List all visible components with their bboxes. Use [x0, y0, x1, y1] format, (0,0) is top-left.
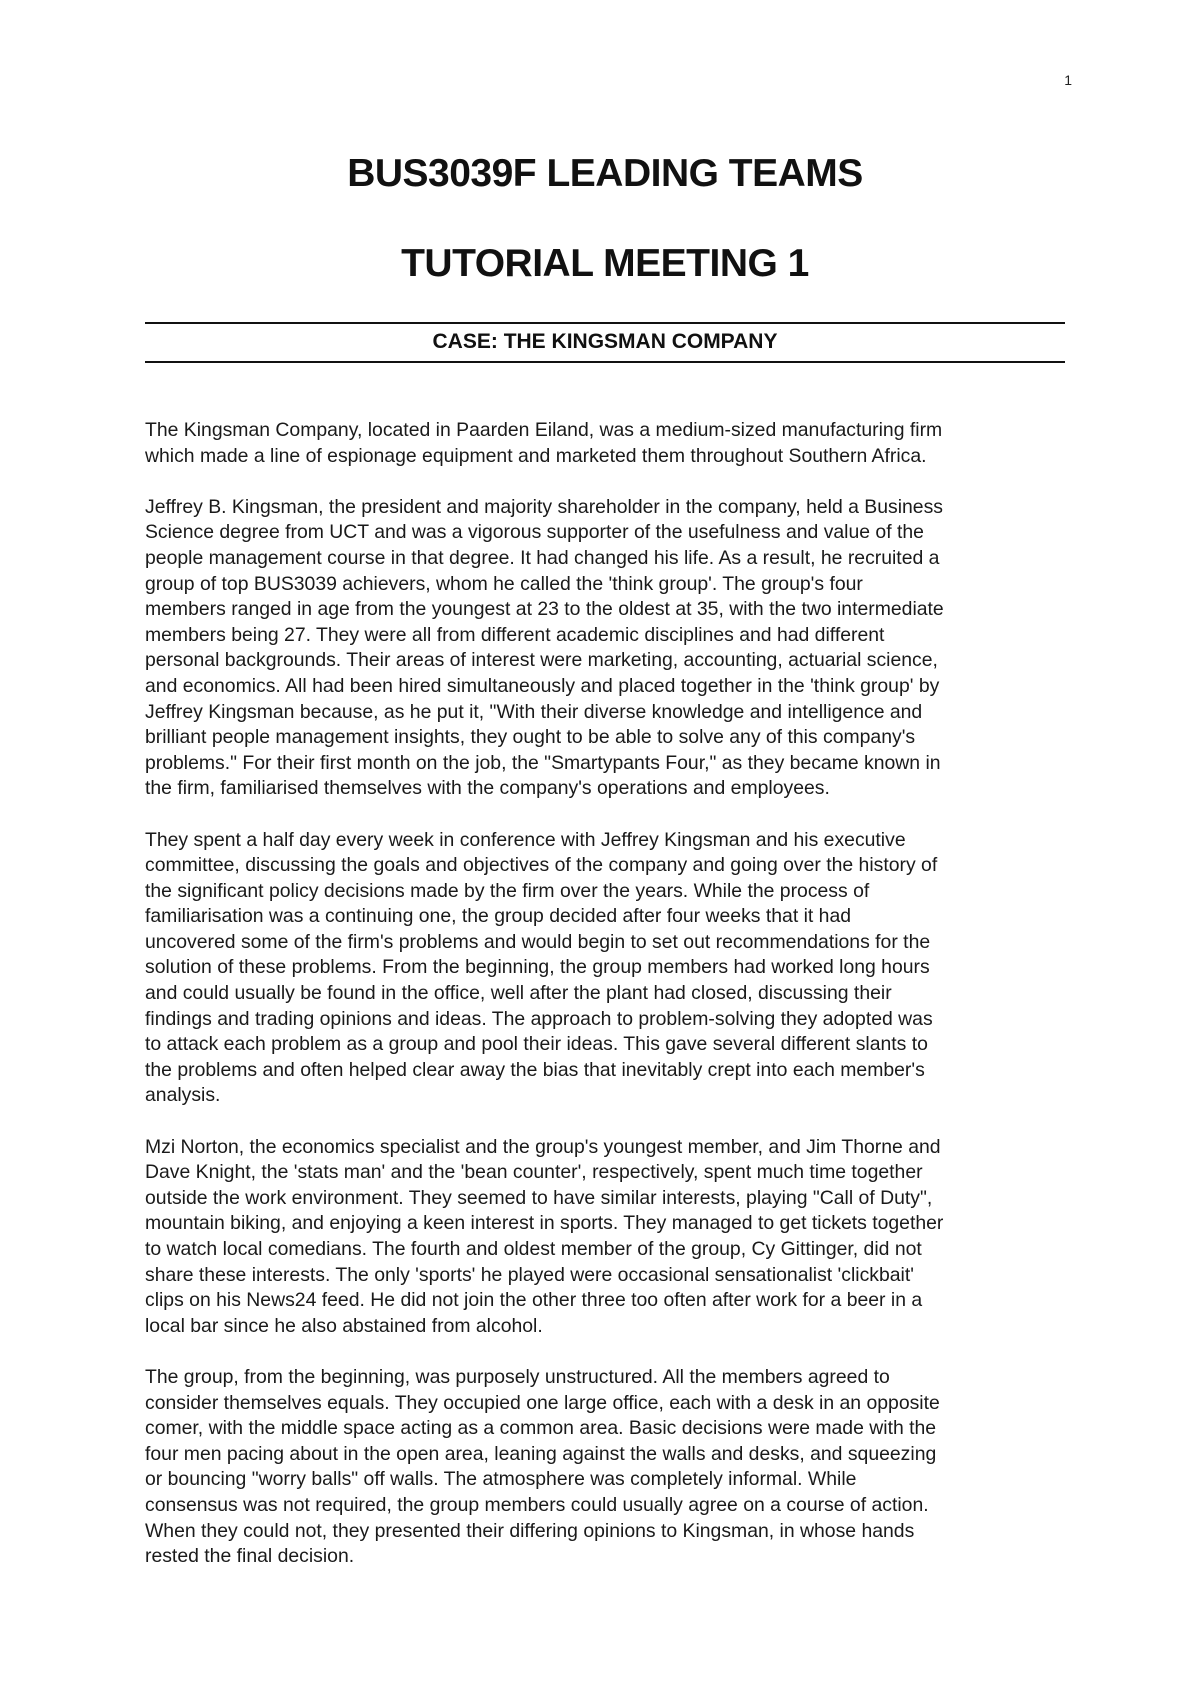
- paragraph-conference: [145, 828, 1065, 1110]
- text-line: people management course in that degree. It had changed his life. As a result, he recruited a: [145, 546, 940, 569]
- text-line: comer, with the middle space acting as a common area. Basic decisions were made with the: [145, 1417, 937, 1440]
- heading-top-rule: [145, 322, 1065, 324]
- text-line: personal backgrounds. Their areas of interest were marketing, accounting, actuarial science,: [145, 649, 938, 672]
- paragraph-members: [145, 1135, 1065, 1340]
- text-line: outside the work environment. They seemed to have similar interests, playing "Call of Duty",: [145, 1186, 933, 1209]
- text-line: The Kingsman Company, located in Paarden Eiland, was a medium-sized manufacturing firm: [145, 419, 943, 441]
- text-line: problems." For their first month on the job, the "Smartypants Four," as they became known in: [145, 751, 941, 774]
- paragraph-intro: [145, 418, 1065, 469]
- text-line: the significant policy decisions made by the firm over the years. While the process of: [145, 879, 870, 902]
- text-line: consensus was not required, the group members could usually agree on a course of action.: [145, 1493, 929, 1516]
- text-line: rested the final decision.: [145, 1545, 355, 1568]
- text-line: Jeffrey B. Kingsman, the president and majority shareholder in the company, held a Business: [145, 495, 943, 518]
- text-line: Dave Knight, the 'stats man' and the 'bean counter', respectively, spent much time together: [145, 1161, 923, 1184]
- text-line: clips on his News24 feed. He did not join the other three too often after work for a beer in a: [145, 1289, 923, 1312]
- text-line: group of top BUS3039 achievers, whom he called the 'think group'. The group's four: [145, 572, 863, 595]
- case-heading: CASE: THE KINGSMAN COMPANY: [432, 330, 778, 353]
- text-line: They spent a half day every week in conference with Jeffrey Kingsman and his executive: [145, 828, 906, 851]
- text-line: committee, discussing the goals and objectives of the company and going over the history of: [145, 854, 938, 877]
- page-number: 1: [1064, 72, 1072, 88]
- text-line: to watch local comedians. The fourth and oldest member of the group, Cy Gittinger, did not: [145, 1238, 922, 1260]
- text-line: When they could not, they presented their differing opinions to Kingsman, in whose hands: [145, 1519, 915, 1542]
- text-line: mountain biking, and enjoying a keen interest in sports. They managed to get tickets together: [145, 1212, 944, 1235]
- text-line: findings and trading opinions and ideas. The approach to problem-solving they adopted was: [145, 1007, 933, 1030]
- text-line: Science degree from UCT and was a vigorous supporter of the usefulness and value of the: [145, 521, 924, 544]
- text-line: to attack each problem as a group and pool their ideas. This gave several different slants to: [145, 1033, 928, 1056]
- text-line: four men pacing about in the open area, leaning against the walls and desks, and squeezing: [145, 1442, 937, 1465]
- text-line: consider themselves equals. They occupied one large office, each with a desk in an opposite: [145, 1391, 940, 1414]
- text-line: brilliant people management insights, they ought to be able to solve any of this company's: [145, 726, 916, 749]
- text-line: and economics. All had been hired simultaneously and placed together in the 'think group' by: [145, 674, 940, 697]
- text-line: the firm, familiarised themselves with the company's operations and employees.: [145, 777, 830, 800]
- text-line: share these interests. The only 'sports' he played were occasional sensationalist 'clickbait': [145, 1263, 914, 1286]
- text-line: familiarisation was a continuing one, the group decided after four weeks that it had: [145, 905, 852, 928]
- text-line: Mzi Norton, the economics specialist and the group's youngest member, and Jim Thorne and: [145, 1135, 941, 1158]
- text-line: local bar since he also abstained from alcohol.: [145, 1314, 543, 1337]
- text-line: analysis.: [145, 1084, 221, 1107]
- paragraph-structure: [145, 1365, 1065, 1570]
- text-line: solution of these problems. From the beginning, the group members had worked long hours: [145, 956, 930, 979]
- text-line: the problems and often helped clear away the bias that inevitably crept into each member's: [145, 1058, 925, 1081]
- text-line: and could usually be found in the office, well after the plant had closed, discussing their: [145, 982, 892, 1005]
- text-line: Jeffrey Kingsman because, as he put it, "With their diverse knowledge and intelligence and: [145, 700, 923, 723]
- text-line: members being 27. They were all from different academic disciplines and had different: [145, 623, 885, 646]
- text-line: which made a line of espionage equipment and marketed them throughout Southern Africa.: [145, 444, 927, 467]
- text-line: The group, from the beginning, was purposely unstructured. All the members agreed to: [145, 1365, 890, 1388]
- case-body: [145, 418, 1065, 1595]
- text-line: uncovered some of the firm's problems and would begin to set out recommendations for the: [145, 930, 931, 953]
- heading-bottom-rule: [145, 361, 1065, 363]
- paragraph-kingsman: [145, 495, 1065, 802]
- text-line: or bouncing "worry balls" off walls. The atmosphere was completely informal. While: [145, 1468, 857, 1491]
- document-subtitle: TUTORIAL MEETING 1: [401, 242, 809, 285]
- text-line: members ranged in age from the youngest at 23 to the oldest at 35, with the two intermediate: [145, 598, 944, 621]
- document-title: BUS3039F LEADING TEAMS: [347, 152, 863, 195]
